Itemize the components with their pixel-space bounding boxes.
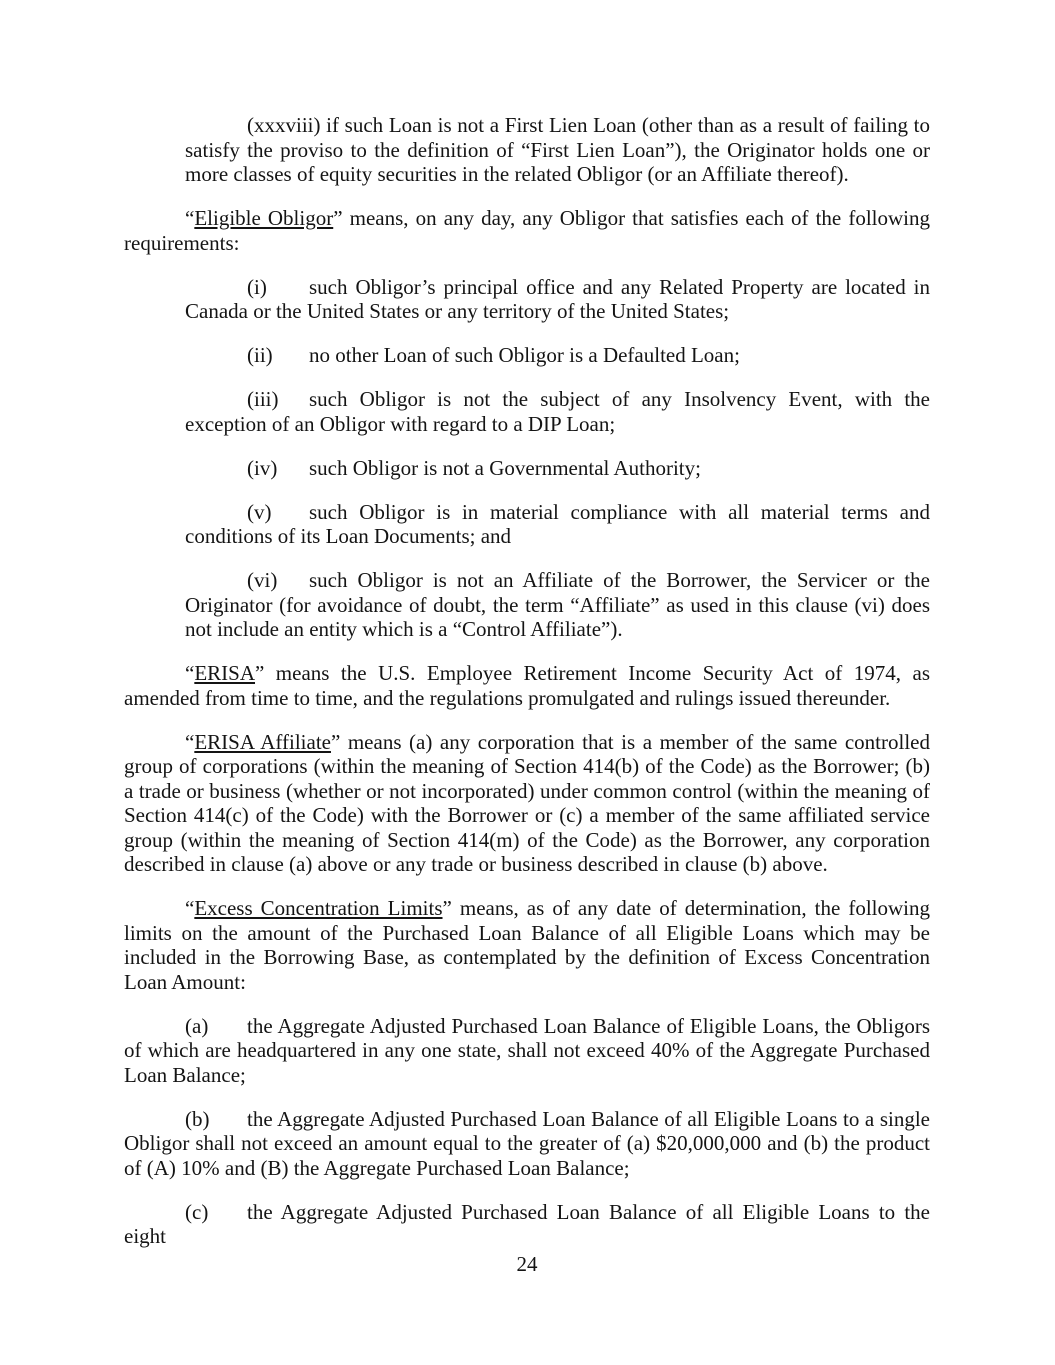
definition-erisa-affiliate: [124, 730, 930, 877]
definition-text: ” means, on any day, any Obligor that satisfies each of the following requirements:: [124, 206, 930, 255]
clause-text: such Obligor is not an Affiliate of the Borrower, the Servicer or the Originator (for avoidance of doubt, the term “Affiliate” as used in this clause (vi) does not include an entity which is a “Control Affiliate”).: [185, 568, 930, 641]
definition-text: ” means, as of any date of determination, the following limits on the amount of the Purchased Loan Balance of all Eligible Loans which may be included in the Borrowing Base, as contemplated by the definition of Excess Concentration Loan Amount:: [124, 896, 930, 994]
clause-text: no other Loan of such Obligor is a Defaulted Loan;: [309, 343, 740, 367]
clause-label: (b): [185, 1106, 210, 1131]
page-number: 24: [516, 1251, 538, 1276]
clause-text: such Obligor is not a Governmental Authority;: [309, 455, 701, 480]
defined-term: ERISA: [194, 661, 256, 685]
clause-iv: [185, 456, 930, 481]
clause-label: (v): [247, 499, 272, 524]
definition-erisa: [124, 661, 930, 710]
clause-text: the Aggregate Adjusted Purchased Loan Balance of all Eligible Loans to the eight: [124, 1199, 930, 1248]
clause-b: [124, 1107, 930, 1181]
definition-eligible-obligor: [124, 206, 930, 255]
clause-text: such Obligor is not the subject of any Insolvency Event, with the exception of an Obligor with regard to a DIP Loan;: [185, 387, 930, 436]
clause-label: (iv): [247, 455, 278, 480]
clause-xxxviii: [185, 113, 930, 187]
clause-ii: [185, 343, 930, 368]
open-quote: “: [185, 729, 195, 754]
clause-label: (a): [185, 1013, 209, 1038]
clause-text: if such Loan is not a First Lien Loan (other than as a result of failing to satisfy the proviso to the definition of “First Lien Loan”), the Originator holds one or more classes of equity securities in the related Obligor (or an Affiliate thereof).: [185, 113, 931, 186]
clause-v: [185, 500, 930, 549]
definition-text: ” means the U.S. Employee Retirement Income Security Act of 1974, as amended from time to time, and the regulations promulgated and rulings issued thereunder.: [124, 661, 930, 710]
open-quote: “: [185, 206, 195, 230]
clause-label: (ii): [247, 343, 273, 367]
open-quote: “: [185, 661, 195, 685]
clause-iii: [185, 387, 930, 436]
clause-label: (xxxviii): [247, 113, 321, 137]
clause-text: such Obligor’s principal office and any Related Property are located in Canada or the United States or any territory of the United States;: [185, 274, 930, 323]
clause-label: (vi): [247, 568, 278, 592]
clause-text: the Aggregate Adjusted Purchased Loan Balance of all Eligible Loans to a single Obligor shall not exceed an amount equal to the greater of (a) $20,000,000 and (b) the product of (A) 10% and (B) the Aggregate Purchased Loan Balance;: [124, 1106, 930, 1180]
clause-text: such Obligor is in material compliance with all material terms and conditions of its Loan Documents; and: [185, 499, 930, 548]
clause-text: the Aggregate Adjusted Purchased Loan Balance of Eligible Loans, the Obligors of which are headquartered in any one state, shall not exceed 40% of the Aggregate Purchased Loan Balance;: [124, 1013, 930, 1087]
defined-term: Eligible Obligor: [194, 206, 334, 230]
clause-a: [124, 1014, 930, 1088]
clause-c: [124, 1200, 930, 1249]
clause-label: (iii): [247, 387, 279, 411]
clause-label: (c): [185, 1199, 209, 1224]
definition-text: ” means (a) any corporation that is a member of the same controlled group of corporations (within the meaning of Section 414(b) of the Code) as the Borrower; (b) a trade or business (whether or not incorporated) under common control (within the meaning of Section 414(c) of the Code) with the Borrower or (c) a member of the same affiliated service group (within the meaning of Section 414(m) of the Code) as the Borrower, any corporation described in clause (a) above or any trade or business described in clause (b) above.: [124, 729, 930, 876]
defined-term: Excess Concentration Limits: [194, 896, 443, 920]
definition-excess-concentration-limits: [124, 896, 930, 994]
clause-i: [185, 275, 930, 324]
clause-label: (i): [247, 274, 267, 299]
defined-term: ERISA Affiliate: [194, 729, 331, 754]
open-quote: “: [185, 896, 195, 920]
clause-vi: [185, 568, 930, 642]
